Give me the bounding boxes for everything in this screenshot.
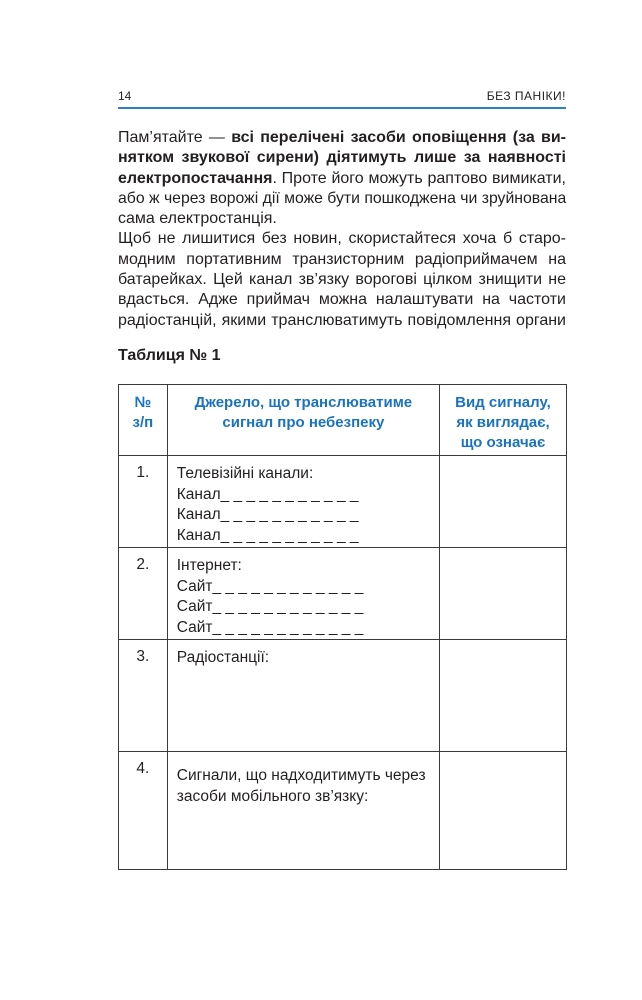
text: Пам’ятайте — <box>118 129 232 146</box>
row-signal-cell <box>440 640 567 752</box>
text: . Проте його можуть раптово вимикати, <box>272 169 566 187</box>
row-signal-cell <box>440 456 567 548</box>
table-row <box>119 548 567 640</box>
row-number: 1. <box>119 456 168 548</box>
text-line: Щоб не лишитися без новин, скористайтеся хоча б старо- <box>118 230 566 248</box>
table-header-row <box>119 385 567 456</box>
bold-text: нятком звукової сирени) діятимуть лише за наявності <box>118 149 566 167</box>
running-title: БЕЗ ПАНІКИ! <box>486 89 566 103</box>
signal-table <box>118 384 567 870</box>
text-line: або ж через ворожі дії може бути пошкоджена чи зруйнована <box>118 189 567 207</box>
text-line <box>118 128 566 148</box>
text-line: радіостанцій, якими транслюватимуть повідомлення органи <box>118 311 566 329</box>
bold-text: всі перелічені засоби оповіщення (за ви- <box>231 129 566 146</box>
table-caption: Таблиця № 1 <box>118 347 221 364</box>
row-source <box>167 548 439 640</box>
body-text <box>118 128 566 331</box>
header-line: сигнал про небезпеку <box>222 414 385 431</box>
header-line: № <box>134 394 152 411</box>
header-line: що означає <box>460 434 546 451</box>
text-line <box>118 148 566 168</box>
cell-line: Канал_ _ _ _ _ _ _ _ _ _ _ <box>176 485 359 503</box>
bold-text: електропостачання <box>118 169 273 187</box>
cell-line: Сайт_ _ _ _ _ _ _ _ _ _ _ _ <box>176 618 364 636</box>
row-signal-cell <box>440 752 567 870</box>
header-source <box>167 385 439 456</box>
cell-line: Телевізійні канали: <box>176 465 314 482</box>
cell-line: Радіостанції: <box>176 649 270 666</box>
text-line: батарейках. Цей канал зв’язку ворогові цілком знищити не <box>118 271 566 289</box>
row-source <box>167 640 439 752</box>
header-number <box>119 385 168 456</box>
cell-line: Канал_ _ _ _ _ _ _ _ _ _ _ <box>176 526 359 544</box>
header-line: як виглядає, <box>456 414 550 431</box>
table-row <box>119 456 567 548</box>
text-line: модним портативним транзисторним радіоприймачем на <box>118 250 566 268</box>
header-line: Джерело, що транслюватиме <box>194 394 413 411</box>
table-row <box>119 752 567 870</box>
header-line: Вид сигналу, <box>455 394 551 411</box>
text-line: вдасться. Адже приймач можна налаштувати на частоти <box>118 291 566 309</box>
header-rule <box>118 107 566 109</box>
header-signal <box>440 385 567 456</box>
row-signal-cell <box>440 548 567 640</box>
cell-line: Сайт_ _ _ _ _ _ _ _ _ _ _ _ <box>176 577 364 595</box>
page-number: 14 <box>118 89 132 103</box>
row-number: 2. <box>119 548 168 640</box>
cell-line: засоби мобільного зв’язку: <box>176 787 369 805</box>
cell-line: Сигнали, що надходитимуть через <box>176 767 426 784</box>
header-line: з/п <box>132 414 154 431</box>
cell-line: Канал_ _ _ _ _ _ _ _ _ _ _ <box>176 506 359 523</box>
cell-line: Сайт_ _ _ _ _ _ _ _ _ _ _ _ <box>176 598 364 615</box>
table-row <box>119 640 567 752</box>
row-source <box>167 456 439 548</box>
text-line <box>118 169 566 189</box>
row-source <box>167 752 439 870</box>
row-number: 3. <box>119 640 168 752</box>
text-line: сама електростанція. <box>118 210 277 228</box>
row-number: 4. <box>119 752 168 870</box>
cell-line: Інтернет: <box>176 557 242 574</box>
